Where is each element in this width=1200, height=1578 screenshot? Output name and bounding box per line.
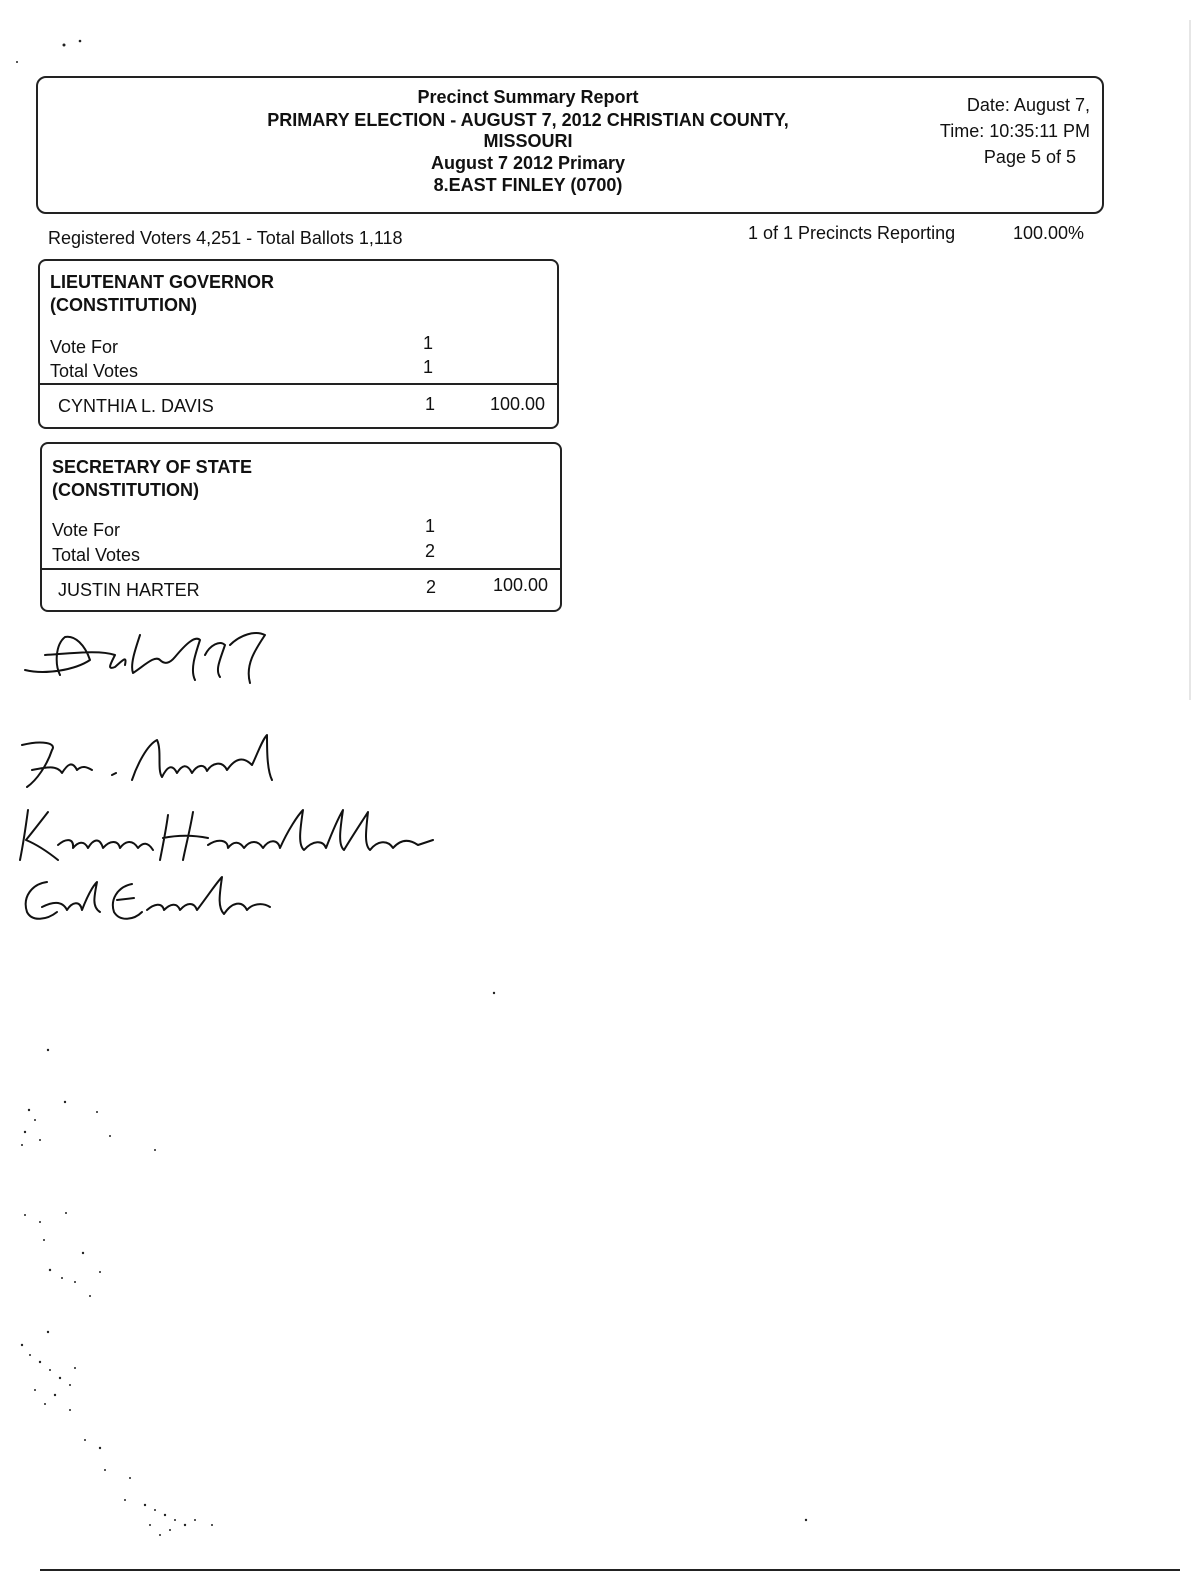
election-title-line2: MISSOURI	[483, 131, 573, 151]
total-votes-label: Total Votes	[50, 361, 139, 381]
precincts-reporting: 1 of 1 Precincts Reporting	[748, 223, 956, 243]
total-votes-value: 1	[422, 357, 433, 377]
total-votes-label: Total Votes	[52, 545, 141, 565]
vote-for-label: Vote For	[50, 337, 119, 357]
election-title-line1: PRIMARY ELECTION - AUGUST 7, 2012 CHRISTIAN COUNTY,	[267, 110, 789, 130]
vote-for-value: 1	[424, 516, 435, 536]
vote-for-value: 1	[422, 333, 433, 353]
report-date: Date: August 7,	[966, 95, 1090, 115]
reporting-percent: 100.00%	[1013, 223, 1085, 243]
registered-voters: Registered Voters 4,251 - Total Ballots 1,118	[48, 228, 403, 248]
vote-for-label: Vote For	[52, 520, 121, 540]
page-number: Page 5 of 5	[983, 147, 1076, 167]
election-name: August 7 2012 Primary	[430, 153, 626, 173]
precinct-name: 8.EAST FINLEY (0700)	[433, 175, 623, 195]
candidate-votes: 1	[424, 394, 435, 414]
race-party: (CONSTITUTION)	[52, 480, 199, 500]
candidate-name: CYNTHIA L. DAVIS	[58, 396, 214, 416]
candidate-percent: 100.00	[489, 394, 545, 414]
candidate-votes: 2	[425, 577, 436, 597]
candidate-name: JUSTIN HARTER	[58, 580, 200, 600]
race-title: LIEUTENANT GOVERNOR	[50, 272, 275, 292]
total-votes-value: 2	[424, 541, 435, 561]
race-title: SECRETARY OF STATE	[52, 457, 253, 477]
report-title: Precinct Summary Report	[417, 87, 639, 107]
report-time: Time: 10:35:11 PM	[939, 121, 1090, 141]
candidate-percent: 100.00	[492, 575, 548, 595]
race-party: (CONSTITUTION)	[50, 295, 197, 315]
